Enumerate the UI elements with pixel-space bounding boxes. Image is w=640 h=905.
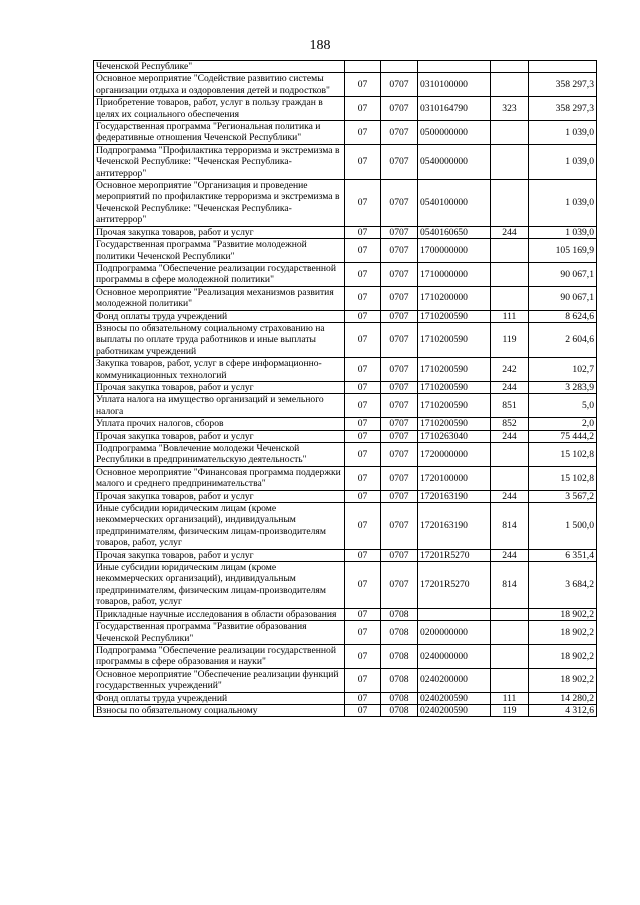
- row-chapter: 07: [345, 97, 381, 121]
- row-amount: 3 567,2: [529, 490, 597, 502]
- table-row: [94, 239, 597, 263]
- row-subsection: 0708: [381, 692, 418, 704]
- row-expense-type: 244: [491, 381, 529, 393]
- row-expense-type: 111: [491, 692, 529, 704]
- row-amount: 15 102,8: [529, 466, 597, 490]
- row-name: Основное мероприятие "Реализация механизмов развития молодежной политики": [94, 286, 345, 310]
- row-name: Взносы по обязательному социальному: [94, 704, 345, 716]
- row-amount: 105 169,9: [529, 239, 597, 263]
- row-expense-type: [491, 286, 529, 310]
- row-target-article: 0540160650: [418, 226, 491, 238]
- row-target-article: 0310100000: [418, 73, 491, 97]
- row-chapter: 07: [345, 239, 381, 263]
- table-row: [94, 430, 597, 442]
- row-amount: 3 283,9: [529, 381, 597, 393]
- table-row: [94, 61, 597, 73]
- table-row: [94, 226, 597, 238]
- row-subsection: 0707: [381, 262, 418, 286]
- row-name: Фонд оплаты труда учреждений: [94, 310, 345, 322]
- row-chapter: 07: [345, 144, 381, 179]
- table-row: [94, 180, 597, 227]
- row-amount: 5,0: [529, 394, 597, 418]
- row-name: Прочая закупка товаров, работ и услуг: [94, 381, 345, 393]
- row-expense-type: [491, 73, 529, 97]
- row-name: Основное мероприятие "Обеспечение реализации функций государственных учреждений": [94, 668, 345, 692]
- row-amount: 90 067,1: [529, 286, 597, 310]
- row-subsection: 0708: [381, 668, 418, 692]
- row-amount: 2 604,6: [529, 322, 597, 357]
- row-name: Прочая закупка товаров, работ и услуг: [94, 226, 345, 238]
- table-row: [94, 358, 597, 382]
- row-amount: 1 039,0: [529, 144, 597, 179]
- row-target-article: 1710200000: [418, 286, 491, 310]
- row-subsection: 0707: [381, 503, 418, 550]
- row-target-article: 0200000000: [418, 621, 491, 645]
- row-subsection: 0707: [381, 144, 418, 179]
- row-amount: 6 351,4: [529, 549, 597, 561]
- row-subsection: 0707: [381, 490, 418, 502]
- row-subsection: 0707: [381, 394, 418, 418]
- row-name: Основное мероприятие "Организация и проведение мероприятий по профилактике терроризма и экстремизма в Чеченской Республике: "Чеченская Республика-антитеррор": [94, 180, 345, 227]
- row-amount: 358 297,3: [529, 97, 597, 121]
- row-chapter: 07: [345, 286, 381, 310]
- row-chapter: 07: [345, 322, 381, 357]
- row-expense-type: [491, 121, 529, 145]
- row-expense-type: [491, 61, 529, 73]
- row-subsection: 0708: [381, 608, 418, 620]
- row-chapter: [345, 61, 381, 73]
- row-name: Приобретение товаров, работ, услуг в пользу граждан в целях их социального обеспечения: [94, 97, 345, 121]
- row-target-article: [418, 608, 491, 620]
- row-chapter: 07: [345, 180, 381, 227]
- row-expense-type: 814: [491, 562, 529, 609]
- row-expense-type: 119: [491, 322, 529, 357]
- row-subsection: 0707: [381, 443, 418, 467]
- row-subsection: 0707: [381, 381, 418, 393]
- table-row: [94, 144, 597, 179]
- row-name: Государственная программа "Развитие образования Чеченской Республики": [94, 621, 345, 645]
- row-target-article: 0500000000: [418, 121, 491, 145]
- table-row: [94, 608, 597, 620]
- row-amount: 18 902,2: [529, 644, 597, 668]
- table-row: [94, 418, 597, 430]
- row-target-article: 0310164790: [418, 97, 491, 121]
- row-expense-type: [491, 621, 529, 645]
- row-amount: 18 902,2: [529, 621, 597, 645]
- row-subsection: [381, 61, 418, 73]
- row-amount: 18 902,2: [529, 608, 597, 620]
- row-expense-type: 851: [491, 394, 529, 418]
- row-target-article: 1720163190: [418, 503, 491, 550]
- table-row: [94, 668, 597, 692]
- row-name: Подпрограмма "Обеспечение реализации государственной программы в сфере образования и науки": [94, 644, 345, 668]
- table-row: [94, 262, 597, 286]
- row-name: Основное мероприятие "Содействие развитию системы организации отдыха и оздоровления детей и подростков": [94, 73, 345, 97]
- row-chapter: 07: [345, 692, 381, 704]
- row-target-article: 1710200590: [418, 394, 491, 418]
- row-expense-type: [491, 466, 529, 490]
- row-amount: 90 067,1: [529, 262, 597, 286]
- row-chapter: 07: [345, 262, 381, 286]
- row-name: Прочая закупка товаров, работ и услуг: [94, 430, 345, 442]
- row-target-article: 1720163190: [418, 490, 491, 502]
- row-target-article: 0240200590: [418, 692, 491, 704]
- table-row: [94, 97, 597, 121]
- row-chapter: 07: [345, 430, 381, 442]
- row-name: Фонд оплаты труда учреждений: [94, 692, 345, 704]
- row-expense-type: 244: [491, 430, 529, 442]
- row-amount: 1 039,0: [529, 121, 597, 145]
- row-expense-type: [491, 443, 529, 467]
- row-chapter: 07: [345, 381, 381, 393]
- row-amount: 358 297,3: [529, 73, 597, 97]
- row-amount: 75 444,2: [529, 430, 597, 442]
- row-subsection: 0707: [381, 180, 418, 227]
- table-row: [94, 692, 597, 704]
- row-expense-type: 119: [491, 704, 529, 716]
- row-name: Государственная программа "Развитие молодежной политики Чеченской Республики": [94, 239, 345, 263]
- row-target-article: 1710263040: [418, 430, 491, 442]
- table-row: [94, 443, 597, 467]
- row-subsection: 0707: [381, 418, 418, 430]
- table-row: [94, 704, 597, 716]
- table-row: [94, 562, 597, 609]
- row-subsection: 0707: [381, 322, 418, 357]
- row-name: Взносы по обязательному социальному страхованию на выплаты по оплате труда работников и иные выплаты работникам учреждений: [94, 322, 345, 357]
- table-row: [94, 490, 597, 502]
- row-target-article: 0240000000: [418, 644, 491, 668]
- row-expense-type: [491, 239, 529, 263]
- table-row: [94, 322, 597, 357]
- row-chapter: 07: [345, 466, 381, 490]
- row-expense-type: 323: [491, 97, 529, 121]
- row-target-article: 1710000000: [418, 262, 491, 286]
- row-target-article: 1710200590: [418, 358, 491, 382]
- row-amount: 2,0: [529, 418, 597, 430]
- row-expense-type: 244: [491, 549, 529, 561]
- row-subsection: 0707: [381, 358, 418, 382]
- row-name: Подпрограмма "Профилактика терроризма и экстремизма в Чеченской Республике: "Чеченская Республика-антитеррор": [94, 144, 345, 179]
- row-name: Прикладные научные исследования в области образования: [94, 608, 345, 620]
- table-row: [94, 394, 597, 418]
- row-amount: 18 902,2: [529, 668, 597, 692]
- row-amount: 1 039,0: [529, 180, 597, 227]
- row-expense-type: [491, 180, 529, 227]
- row-chapter: 07: [345, 418, 381, 430]
- row-chapter: 07: [345, 358, 381, 382]
- row-expense-type: 242: [491, 358, 529, 382]
- row-amount: 4 312,6: [529, 704, 597, 716]
- row-subsection: 0707: [381, 286, 418, 310]
- table-row: [94, 286, 597, 310]
- row-target-article: 1720000000: [418, 443, 491, 467]
- row-subsection: 0707: [381, 239, 418, 263]
- row-expense-type: [491, 262, 529, 286]
- row-target-article: 17201R5270: [418, 562, 491, 609]
- row-target-article: 17201R5270: [418, 549, 491, 561]
- row-subsection: 0707: [381, 430, 418, 442]
- row-name: Закупка товаров, работ, услуг в сфере информационно-коммуникационных технологий: [94, 358, 345, 382]
- row-subsection: 0708: [381, 621, 418, 645]
- row-expense-type: [491, 144, 529, 179]
- row-subsection: 0707: [381, 549, 418, 561]
- row-target-article: 0240200590: [418, 704, 491, 716]
- row-target-article: 0540100000: [418, 180, 491, 227]
- table-row: [94, 549, 597, 561]
- row-expense-type: [491, 644, 529, 668]
- row-chapter: 07: [345, 644, 381, 668]
- row-chapter: 07: [345, 226, 381, 238]
- row-subsection: 0707: [381, 121, 418, 145]
- table-row: [94, 644, 597, 668]
- table-row: [94, 503, 597, 550]
- row-expense-type: 111: [491, 310, 529, 322]
- table-row: [94, 121, 597, 145]
- row-target-article: 1720100000: [418, 466, 491, 490]
- budget-table-body: [94, 61, 597, 717]
- row-target-article: [418, 61, 491, 73]
- row-expense-type: [491, 668, 529, 692]
- row-name: Уплата налога на имущество организаций и земельного налога: [94, 394, 345, 418]
- table-row: [94, 310, 597, 322]
- row-chapter: 07: [345, 490, 381, 502]
- table-row: [94, 73, 597, 97]
- row-subsection: 0707: [381, 562, 418, 609]
- row-target-article: 1710200590: [418, 418, 491, 430]
- row-name: Подпрограмма "Вовлечение молодежи Чеченской Республики в предпринимательскую деятельность": [94, 443, 345, 467]
- row-target-article: 1710200590: [418, 310, 491, 322]
- row-chapter: 07: [345, 704, 381, 716]
- row-subsection: 0707: [381, 466, 418, 490]
- row-name: Иные субсидии юридическим лицам (кроме некоммерческих организаций), индивидуальным предпринимателям, физическим лицам-производителям товаров, работ, услуг: [94, 562, 345, 609]
- row-subsection: 0708: [381, 704, 418, 716]
- row-name: Подпрограмма "Обеспечение реализации государственной программы в сфере молодежной политики": [94, 262, 345, 286]
- row-subsection: 0708: [381, 644, 418, 668]
- row-target-article: 1700000000: [418, 239, 491, 263]
- row-name: Чеченской Республике": [94, 61, 345, 73]
- row-subsection: 0707: [381, 97, 418, 121]
- row-chapter: 07: [345, 394, 381, 418]
- page-number: 188: [309, 38, 331, 53]
- row-amount: 1 500,0: [529, 503, 597, 550]
- row-expense-type: 852: [491, 418, 529, 430]
- table-row: [94, 621, 597, 645]
- row-target-article: 0540000000: [418, 144, 491, 179]
- row-amount: 102,7: [529, 358, 597, 382]
- row-amount: 3 684,2: [529, 562, 597, 609]
- row-chapter: 07: [345, 668, 381, 692]
- row-chapter: 07: [345, 121, 381, 145]
- row-target-article: 1710200590: [418, 381, 491, 393]
- row-amount: [529, 61, 597, 73]
- row-name: Иные субсидии юридическим лицам (кроме некоммерческих организаций), индивидуальным предпринимателям, физическим лицам-производителям товаров, работ, услуг: [94, 503, 345, 550]
- row-expense-type: 814: [491, 503, 529, 550]
- row-chapter: 07: [345, 503, 381, 550]
- budget-table: [93, 60, 597, 717]
- row-subsection: 0707: [381, 226, 418, 238]
- row-subsection: 0707: [381, 73, 418, 97]
- row-chapter: 07: [345, 562, 381, 609]
- row-name: Государственная программа "Региональная политика и федеративные отношения Чеченской Республики": [94, 121, 345, 145]
- row-name: Прочая закупка товаров, работ и услуг: [94, 490, 345, 502]
- row-chapter: 07: [345, 549, 381, 561]
- row-chapter: 07: [345, 608, 381, 620]
- table-row: [94, 466, 597, 490]
- row-subsection: 0707: [381, 310, 418, 322]
- row-amount: 15 102,8: [529, 443, 597, 467]
- table-row: [94, 381, 597, 393]
- row-name: Уплата прочих налогов, сборов: [94, 418, 345, 430]
- row-chapter: 07: [345, 621, 381, 645]
- row-amount: 8 624,6: [529, 310, 597, 322]
- row-expense-type: 244: [491, 226, 529, 238]
- row-amount: 1 039,0: [529, 226, 597, 238]
- row-chapter: 07: [345, 310, 381, 322]
- row-expense-type: 244: [491, 490, 529, 502]
- row-target-article: 0240200000: [418, 668, 491, 692]
- row-expense-type: [491, 608, 529, 620]
- row-chapter: 07: [345, 443, 381, 467]
- row-chapter: 07: [345, 73, 381, 97]
- row-target-article: 1710200590: [418, 322, 491, 357]
- row-name: Основное мероприятие "Финансовая программа поддержки малого и среднего предпринимательства": [94, 466, 345, 490]
- row-name: Прочая закупка товаров, работ и услуг: [94, 549, 345, 561]
- row-amount: 14 280,2: [529, 692, 597, 704]
